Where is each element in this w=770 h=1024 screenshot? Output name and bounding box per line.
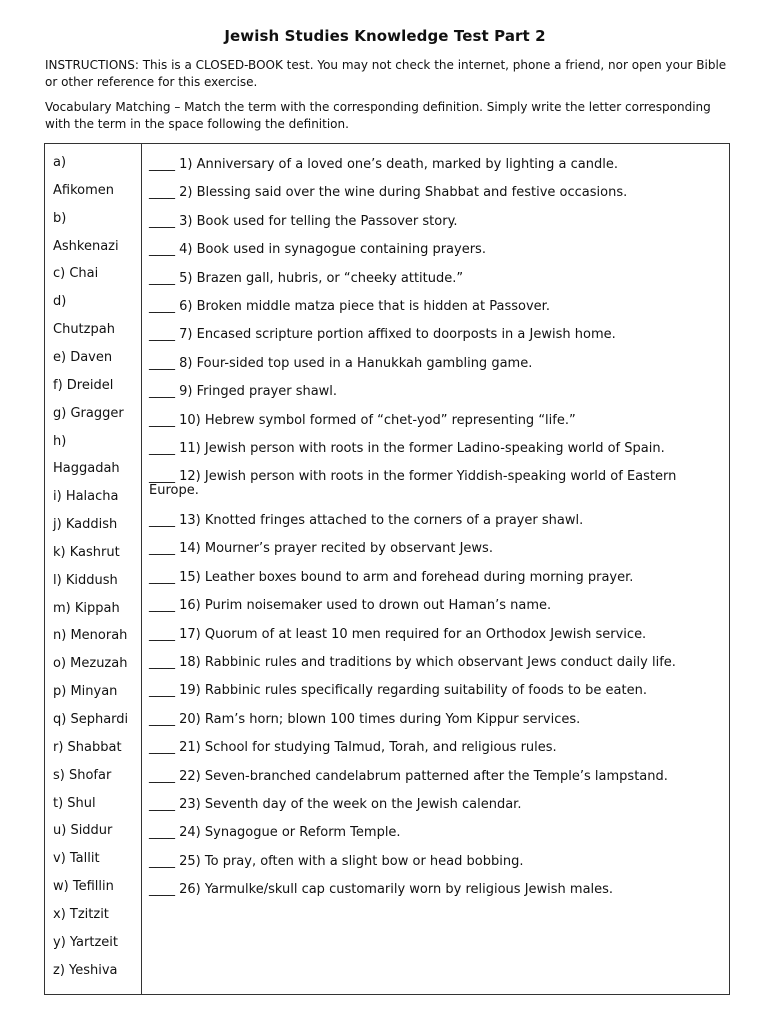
term-item: x) Tzitzit	[53, 906, 109, 922]
definition-item: ____ 11) Jewish person with roots in the former Ladino-speaking world of Spain.	[149, 441, 665, 456]
term-item: q) Sephardi	[53, 712, 129, 727]
definition-item: ____ 15) Leather boxes bound to arm and forehead during morning prayer.	[149, 569, 634, 585]
term-item: p) Minyan	[53, 684, 118, 700]
term-item: a)	[53, 155, 67, 170]
term-item: n) Menorah	[53, 628, 128, 644]
term-item: i) Halacha	[53, 489, 119, 505]
definition-item: ____ 17) Quorum of at least 10 men required for an Orthodox Jewish service.	[149, 626, 647, 642]
definition-item: ____ 6) Broken middle matza piece that is hidden at Passover.	[149, 299, 550, 314]
definition-item: ____ 25) To pray, often with a slight bow or head bobbing.	[149, 853, 524, 869]
instructions-text: INSTRUCTIONS: This is a CLOSED-BOOK test. You may not check the internet, phone a friend, nor open your Bible or other reference for this exercise.	[45, 58, 727, 89]
vocabulary-instructions: Vocabulary Matching – Match the term with the corresponding definition. Simply write the letter corresponding with the term in the space following the definition.	[45, 100, 711, 131]
definition-item: ____ 13) Knotted fringes attached to the corners of a prayer shawl.	[149, 512, 584, 528]
definition-item: ____ 26) Yarmulke/skull cap customarily worn by religious Jewish males.	[149, 882, 614, 898]
term-item: b)	[53, 210, 67, 226]
term-item: v) Tallit	[53, 851, 100, 867]
term-item: o) Mezuzah	[53, 656, 128, 672]
term-item: Ashkenazi	[53, 238, 119, 254]
definition-item: ____ 9) Fringed prayer shawl.	[149, 384, 338, 400]
term-item: r) Shabbat	[53, 739, 122, 755]
term-item: c) Chai	[53, 266, 99, 282]
definition-item: ____ 3) Book used for telling the Passover story.	[149, 213, 458, 229]
term-item: y) Yartzeit	[53, 934, 118, 950]
definition-item: ____ 7) Encased scripture portion affixed to doorposts in a Jewish home.	[149, 327, 616, 343]
term-item: j) Kaddish	[53, 517, 118, 533]
definition-item: ____ 20) Ram’s horn; blown 100 times during Yom Kippur services.	[149, 711, 581, 727]
term-item: e) Daven	[53, 349, 113, 365]
term-item: l) Kiddush	[53, 572, 118, 588]
definition-item: ____ 22) Seven-branched candelabrum patterned after the Temple’s lampstand.	[149, 768, 668, 784]
definition-item: ____ 23) Seventh day of the week on the Jewish calendar.	[149, 796, 522, 812]
term-item: u) Siddur	[53, 823, 113, 839]
term-item: m) Kippah	[53, 600, 120, 616]
matching-table	[44, 143, 730, 995]
definition-item: ____ 24) Synagogue or Reform Temple.	[149, 825, 401, 841]
definition-item: ____ 18) Rabbinic rules and traditions by which observant Jews conduct daily life.	[149, 654, 676, 670]
term-item: Haggadah	[53, 461, 120, 477]
term-item: g) Gragger	[53, 405, 124, 421]
term-item: f) Dreidel	[53, 377, 114, 393]
definition-item: ____ 1) Anniversary of a loved one’s death, marked by lighting a candle.	[149, 157, 618, 172]
term-item: z) Yeshiva	[53, 962, 118, 978]
term-item: t) Shul	[53, 795, 96, 811]
term-item: d)	[53, 294, 67, 310]
term-item: h)	[53, 433, 67, 449]
definition-item: ____ 21) School for studying Talmud, Torah, and religious rules.	[149, 740, 557, 756]
definition-item: ____ 5) Brazen gall, hubris, or “cheeky attitude.”	[149, 270, 464, 286]
page-title: Jewish Studies Knowledge Test Part 2	[224, 27, 546, 45]
term-item: Afikomen	[53, 182, 115, 198]
term-item: Chutzpah	[53, 322, 115, 338]
definition-item: ____ 2) Blessing said over the wine during Shabbat and festive occasions.	[149, 185, 628, 201]
definition-item: ____ 19) Rabbinic rules specifically regarding suitability of foods to be eaten.	[149, 683, 647, 699]
definition-item: ____ 16) Purim noisemaker used to drown out Haman’s name.	[149, 598, 552, 614]
term-item: w) Tefillin	[53, 879, 114, 895]
definition-item: ____ 10) Hebrew symbol formed of “chet-yod” representing “life.”	[149, 412, 576, 428]
definition-item: ____ 8) Four-sided top used in a Hanukkah gambling game.	[149, 355, 533, 371]
definition-item: ____ 12) Jewish person with roots in the former Yiddish-speaking world of Eastern Europe.	[149, 469, 677, 499]
definition-item: ____ 14) Mourner’s prayer recited by observant Jews.	[149, 541, 493, 557]
column-divider	[141, 144, 142, 994]
definition-item: ____ 4) Book used in synagogue containing prayers.	[149, 242, 486, 258]
term-item: k) Kashrut	[53, 544, 120, 560]
term-item: s) Shofar	[53, 767, 112, 783]
